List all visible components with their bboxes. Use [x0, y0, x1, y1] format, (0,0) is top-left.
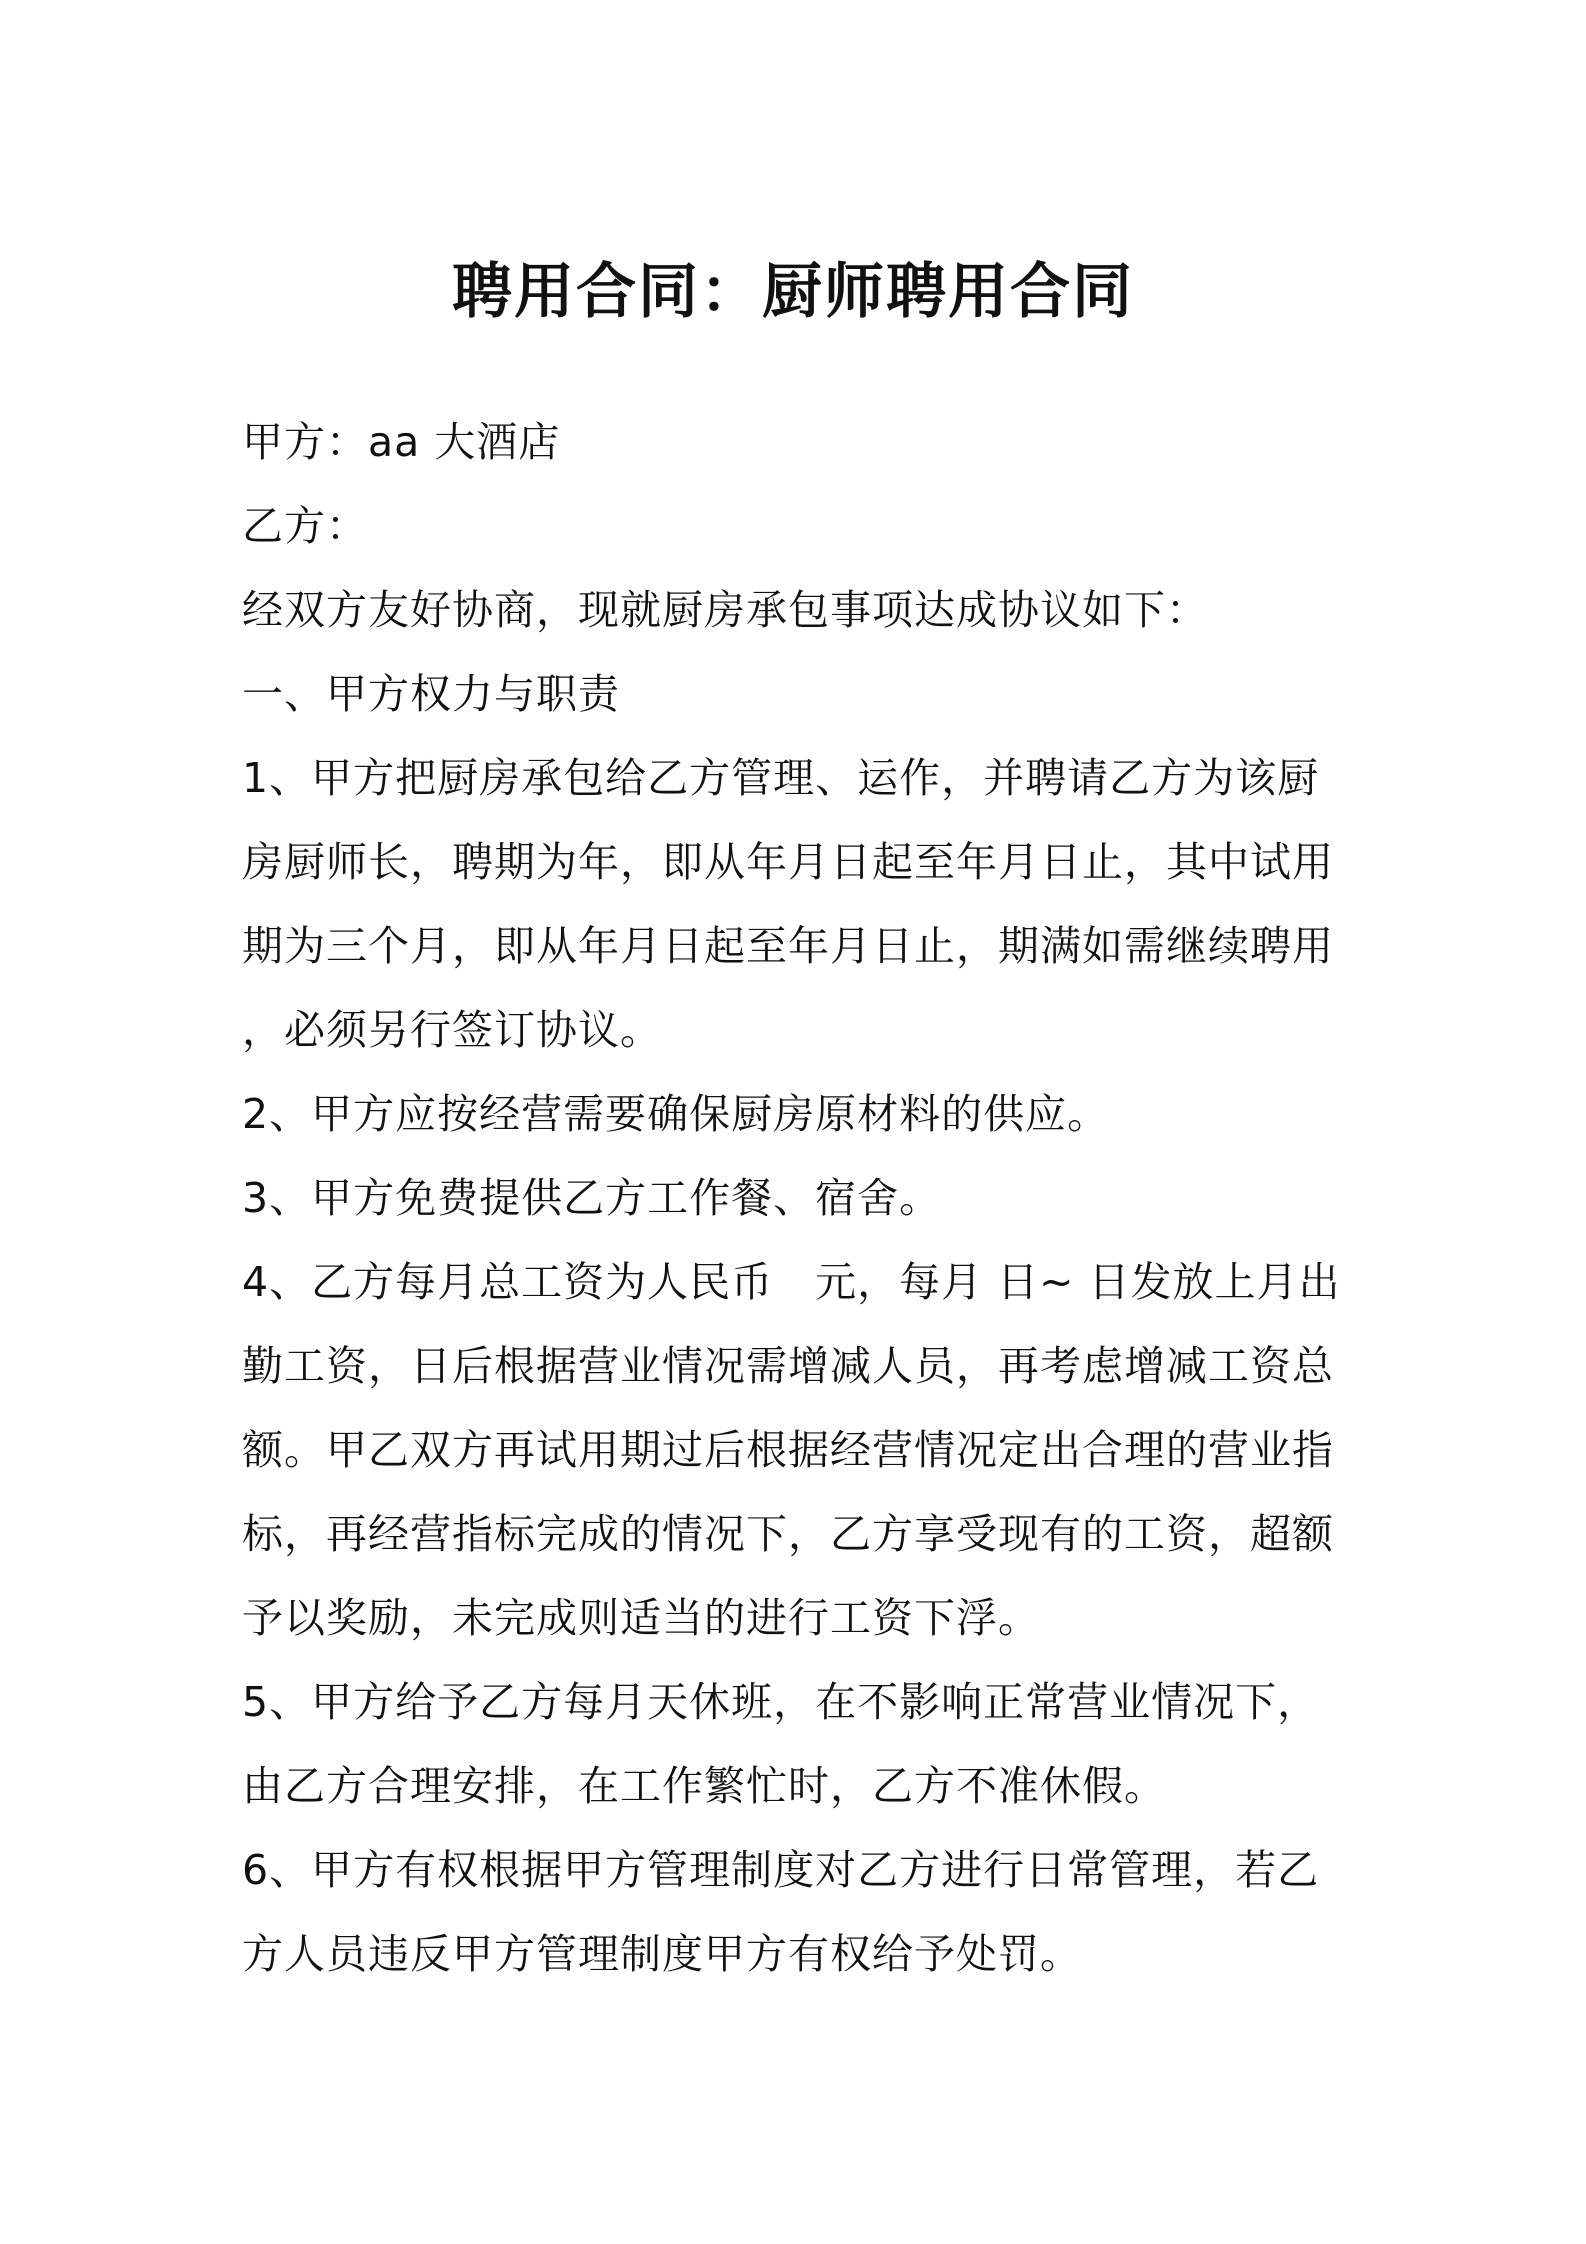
- clause-6-line-2: 方人员违反甲方管理制度甲方有权给予处罚。: [242, 1930, 1082, 1978]
- clause-1-line-2: 房厨师长，聘期为年，即从年月日起至年月日止，其中试用: [242, 838, 1334, 886]
- party-a-line: 甲方：aa 大酒店: [242, 418, 561, 466]
- clause-4-line-3: 额。甲乙双方再试用期过后根据经营情况定出合理的营业指: [242, 1426, 1334, 1474]
- clause-4-line-4: 标，再经营指标完成的情况下，乙方享受现有的工资，超额: [242, 1510, 1334, 1558]
- clause-1-line-3: 期为三个月，即从年月日起至年月日止，期满如需继续聘用: [242, 922, 1334, 970]
- clause-1-line-4: ，必须另行签订协议。: [242, 1006, 662, 1054]
- intro-line: 经双方友好协商，现就厨房承包事项达成协议如下：: [242, 586, 1208, 634]
- document-body: [242, 400, 1362, 1996]
- section-heading: 一、甲方权力与职责: [242, 670, 620, 718]
- clause-5-line-2: 由乙方合理安排，在工作繁忙时，乙方不准休假。: [242, 1762, 1166, 1810]
- clause-5-line-1: 5、甲方给予乙方每月天休班，在不影响正常营业情况下，: [242, 1678, 1320, 1726]
- document-title: 聘用合同：厨师聘用合同: [452, 257, 1134, 327]
- party-b-line: 乙方：: [242, 502, 368, 550]
- clause-3-line: 3、甲方免费提供乙方工作餐、宿舍。: [242, 1174, 942, 1222]
- clause-4-line-2: 勤工资，日后根据营业情况需增减人员，再考虑增减工资总: [242, 1342, 1334, 1390]
- clause-6-line-1: 6、甲方有权根据甲方管理制度对乙方进行日常管理，若乙: [242, 1846, 1320, 1894]
- clause-1-line-1: 1、甲方把厨房承包给乙方管理、运作，并聘请乙方为该厨: [242, 754, 1320, 802]
- clause-2-line: 2、甲方应按经营需要确保厨房原材料的供应。: [242, 1090, 1110, 1138]
- clause-4-line-1: 4、乙方每月总工资为人民币 元，每月 日~ 日发放上月出: [242, 1258, 1341, 1306]
- clause-4-line-5: 予以奖励，未完成则适当的进行工资下浮。: [242, 1594, 1040, 1642]
